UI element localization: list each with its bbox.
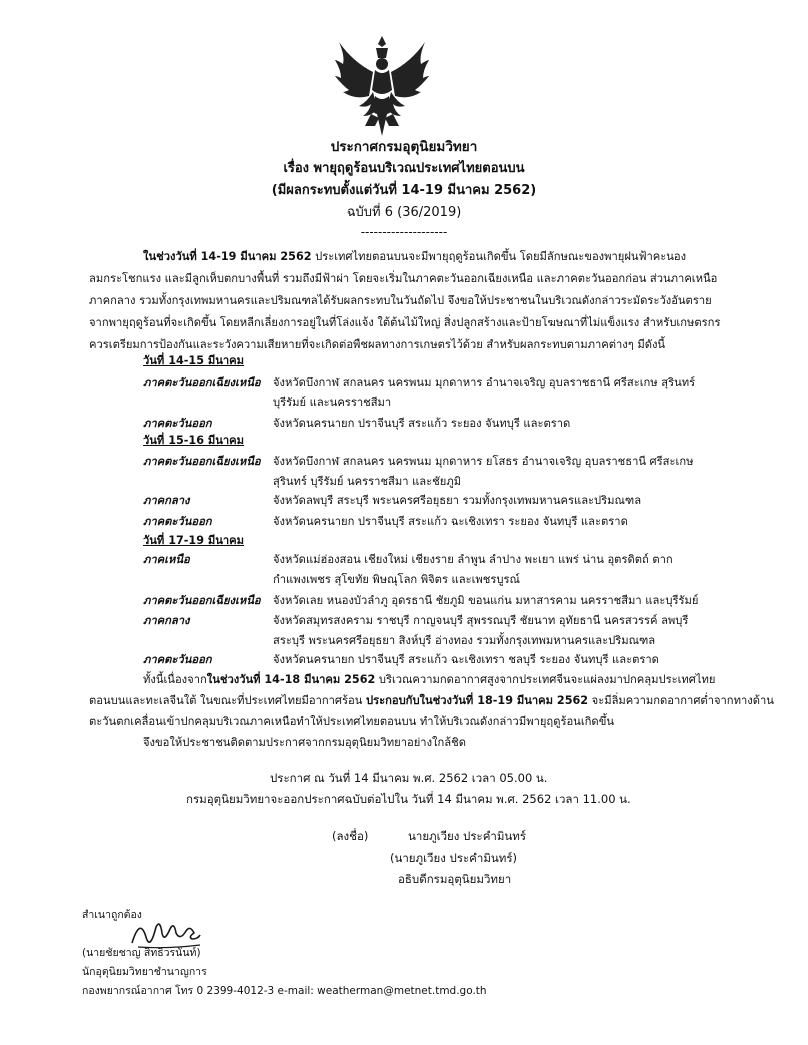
period-heading: วันที่ 14-15 มีนาคม [143, 354, 245, 367]
region-label: ภาคตะวันออกเฉียงเหนือ [143, 376, 261, 389]
region-provinces: จังหวัดเลย หนองบัวลำภู อุดรธานี ชัยภูมิ ขอนแก่น มหาสารคาม นครราชสีมา และบุรีรัมย์ [273, 594, 699, 607]
intro-line-1-rest: ประเทศไทยตอนบนจะมีพายุฤดูร้อนเกิดขึ้น โดยมีลักษณะของพายุฝนฟ้าคะนอง [311, 250, 687, 263]
region-label: ภาคเหนือ [143, 553, 190, 566]
garuda-emblem-icon [335, 34, 430, 139]
certified-copy-label: สำเนาถูกต้อง [82, 909, 142, 921]
contact-info: กองพยากรณ์อากาศ โทร 0 2399-4012-3 e-mail: weatherman@metnet.tmd.go.th [82, 985, 487, 997]
signer-name: นายภูเวียง ประคำมินทร์ [408, 829, 527, 843]
region-label: ภาคตะวันออกเฉียงเหนือ [143, 594, 261, 607]
region-provinces: จังหวัดบึงกาฬ สกลนคร นครพนม มุกดาหาร ยโสธร อำนาจเจริญ อุบลราชธานี ศรีสะเกษ สุรินทร์ บุรีรัมย์ นครราชสีมา และชัยภูมิ [273, 455, 694, 488]
announce-date: ประกาศ ณ วันที่ 14 มีนาคม พ.ศ. 2562 เวลา 05.00 น. [270, 771, 548, 785]
signer-position: อธิบดีกรมอุตุนิยมวิทยา [398, 872, 512, 886]
region-label: ภาคกลาง [143, 614, 190, 627]
region-label: ภาคตะวันออกเฉียงเหนือ [143, 455, 261, 468]
region-provinces: จังหวัดสมุทรสงคราม ราชบุรี กาญจนบุรี สุพรรณบุรี ชัยนาท อุทัยธานี นครสวรรค์ ลพบุรี สระบุรี พระนครศรีอยุธยา สิงห์บุรี อ่างทอง รวมทั้งกรุงเทพมหานครและปริมณฑล [273, 614, 689, 647]
subject-line: เรื่อง พายุฤดูร้อนบริเวณประเทศไทยตอนบน [283, 161, 525, 176]
intro-lead: ในช่วงวันที่ 14-19 มีนาคม 2562 [143, 250, 312, 263]
period-heading: วันที่ 17-19 มีนาคม [143, 534, 245, 547]
signed-label: (ลงชื่อ) [332, 829, 369, 843]
intro-line-2: ลมกระโชกแรง และมีลูกเห็บตกบางพื้นที่ รวมถึงมีฟ้าผ่า โดยจะเริ่มในภาคตะวันออกเฉียงเหนือ และภาคตะวันออกก่อน ส่วนภาคเหนือ [89, 272, 718, 285]
cause-line-2: ตอนบนและทะเลจีนใต้ ในขณะที่ประเทศไทยมีอากาศร้อน ประกอบกับในช่วงวันที่ 18-19 มีนาคม 2562 จะมีลิ่มความกดอากาศต่ำจากทางด้าน [89, 694, 774, 707]
period-heading: วันที่ 15-16 มีนาคม [143, 434, 245, 447]
signer-name-paren: (นายภูเวียง ประคำมินทร์) [390, 851, 518, 865]
cause-line-3: ตะวันตกเคลื่อนเข้าปกคลุมบริเวณภาคเหนือทำให้ประเทศไทยตอนบน ทำให้บริเวณดังกล่าวมีพายุฤดูร้อนเกิดขึ้น [89, 715, 614, 728]
region-label: ภาคตะวันออก [143, 653, 212, 666]
intro-line-4: จากพายุฤดูร้อนที่จะเกิดขึ้น โดยหลีกเลี่ยงการอยู่ในที่โล่งแจ้ง ใต้ต้นไม้ใหญ่ สิ่งปลูกสร้างและป้ายโฆษณาที่ไม่แข็งแรง สำหรับเกษตรกร [89, 316, 721, 329]
follow-advice: จึงขอให้ประชาชนติดตามประกาศจากกรมอุตุนิยมวิทยาอย่างใกล้ชิด [143, 736, 466, 749]
cause-line-1: ทั้งนี้เนื่องจากในช่วงวันที่ 14-18 มีนาคม 2562 บริเวณความกดอากาศสูงจากประเทศจีนจะแผ่ลงมาปกคลุมประเทศไทย [143, 673, 716, 686]
region-label: ภาคตะวันออก [143, 515, 212, 528]
region-provinces: จังหวัดแม่ฮ่องสอน เชียงใหม่ เชียงราย ลำพูน ลำปาง พะเยา แพร่ น่าน อุตรดิตถ์ ตาก กำแพงเพชร สุโขทัย พิษณุโลก พิจิตร และเพชรบูรณ์ [273, 553, 673, 586]
effect-period: (มีผลกระทบตั้งแต่วันที่ 14-19 มีนาคม 2562) [271, 183, 537, 198]
region-provinces: จังหวัดลพบุรี สระบุรี พระนครศรีอยุธยา รวมทั้งกรุงเทพมหานครและปริมณฑล [273, 494, 642, 507]
officer-title: นักอุตุนิยมวิทยาชำนาญการ [82, 966, 207, 978]
region-provinces: จังหวัดนครนายก ปราจีนบุรี สระแก้ว ฉะเชิงเทรา ระยอง จันทบุรี และตราด [273, 515, 628, 528]
region-label: ภาคตะวันออก [143, 417, 212, 430]
officer-name: (นายชัยชาญ สิทธิวรนันท์) [82, 947, 201, 959]
region-provinces: จังหวัดบึงกาฬ สกลนคร นครพนม มุกดาหาร อำนาจเจริญ อุบลราชธานี ศรีสะเกษ สุรินทร์ บุรีรัมย์ และนครราชสีมา [273, 376, 696, 409]
region-label: ภาคกลาง [143, 494, 190, 507]
region-provinces: จังหวัดนครนายก ปราจีนบุรี สระแก้ว ระยอง จันทบุรี และตราด [273, 417, 571, 430]
header-divider: -------------------- [360, 225, 448, 239]
next-announce: กรมอุตุนิยมวิทยาจะออกประกาศฉบับต่อไปใน วันที่ 14 มีนาคม พ.ศ. 2562 เวลา 11.00 น. [186, 792, 631, 806]
intro-line-5: ควรเตรียมการป้องกันและระวังความเสียหายที่จะเกิดต่อพืชผลทางการเกษตรไว้ด้วย สำหรับผลกระทบตามภาคต่างๆ มีดังนี้ [89, 338, 666, 351]
intro-line-1 [143, 247, 686, 267]
region-provinces: จังหวัดนครนายก ปราจีนบุรี สระแก้ว ฉะเชิงเทรา ชลบุรี ระยอง จันทบุรี และตราด [273, 653, 659, 666]
agency-title: ประกาศกรมอุตุนิยมวิทยา [330, 139, 478, 155]
intro-line-3: ภาคกลาง รวมทั้งกรุงเทพมหานครและปริมณฑลได้รับผลกระทบในวันถัดไป จึงขอให้ประชาชนในบริเวณดังกล่าวระมัดระวังอันตราย [89, 294, 712, 307]
issue-number: ฉบับที่ 6 (36/2019) [346, 205, 462, 220]
